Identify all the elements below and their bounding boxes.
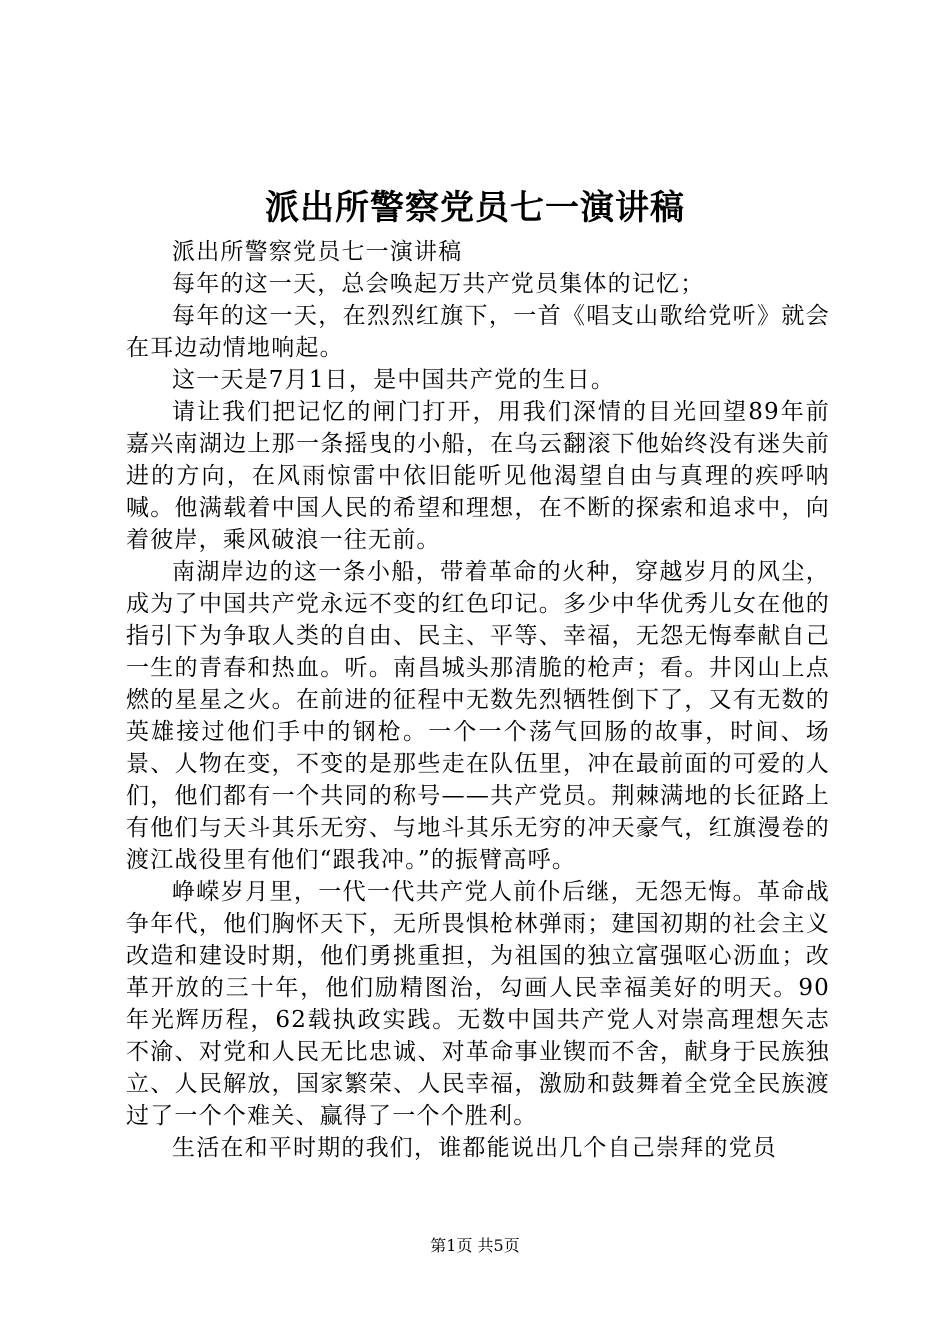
paragraph: 生活在和平时期的我们，谁都能说出几个自己崇拜的党员 [172, 1135, 777, 1161]
paragraph: 每年的这一天，在烈烈红旗下，一首《唱支山歌给党听》就会在耳边动情地响起。 [126, 303, 830, 361]
document-body [126, 236, 830, 1164]
page-number-footer: 第1页 共5页 [430, 1236, 520, 1255]
paragraph: 每年的这一天，总会唤起万共产党员集体的记忆； [172, 271, 705, 297]
paragraph: 这一天是7月1日，是中国共产党的生日。 [172, 367, 616, 393]
paragraph: 请让我们把记忆的闸门打开，用我们深情的目光回望89年前嘉兴南湖边上那一条摇曳的小船，在乌云翻滚下他始终没有迷失前进的方向，在风雨惊雷中依旧能听见他渴望自由与真理的疾呼呐喊。他满载着中国人民的希望和理想，在不断的探索和追求中，向着彼岸，乘风破浪一往无前。 [126, 399, 830, 553]
paragraph: 南湖岸边的这一条小船，带着革命的火种，穿越岁月的风尘，成为了中国共产党永远不变的红色印记。多少中华优秀儿女在他的指引下为争取人类的自由、民主、平等、幸福，无怨无悔奉献自己一生的青春和热血。听。南昌城头那清脆的枪声；看。井冈山上点燃的星星之火。在前进的征程中无数先烈牺牲倒下了，又有无数的英雄接过他们手中的钢枪。一个一个荡气回肠的故事，时间、场景、人物在变，不变的是那些走在队伍里，冲在最前面的可爱的人们，他们都有一个共同的称号——共产党员。荆棘满地的长征路上有他们与天斗其乐无穷、与地斗其乐无穷的冲天豪气，红旗漫卷的渡江战役里有他们“跟我冲。”的振臂高呼。 [126, 559, 830, 873]
paragraph: 派出所警察党员七一演讲稿 [172, 239, 463, 265]
document-title: 派出所警察党员七一演讲稿 [265, 188, 685, 228]
paragraph: 峥嵘岁月里，一代一代共产党人前仆后继，无怨无悔。革命战争年代，他们胸怀天下，无所畏惧枪林弹雨；建国初期的社会主义改造和建设时期，他们勇挑重担，为祖国的独立富强呕心沥血；改革开放的三十年，他们励精图治，勾画人民幸福美好的明天。90年光辉历程，62载执政实践。无数中国共产党人对崇高理想矢志不渝、对党和人民无比忠诚、对革命事业锲而不舍，献身于民族独立、人民解放，国家繁荣、人民幸福，激励和鼓舞着全党全民族渡过了一个个难关、赢得了一个个胜利。 [126, 879, 830, 1129]
